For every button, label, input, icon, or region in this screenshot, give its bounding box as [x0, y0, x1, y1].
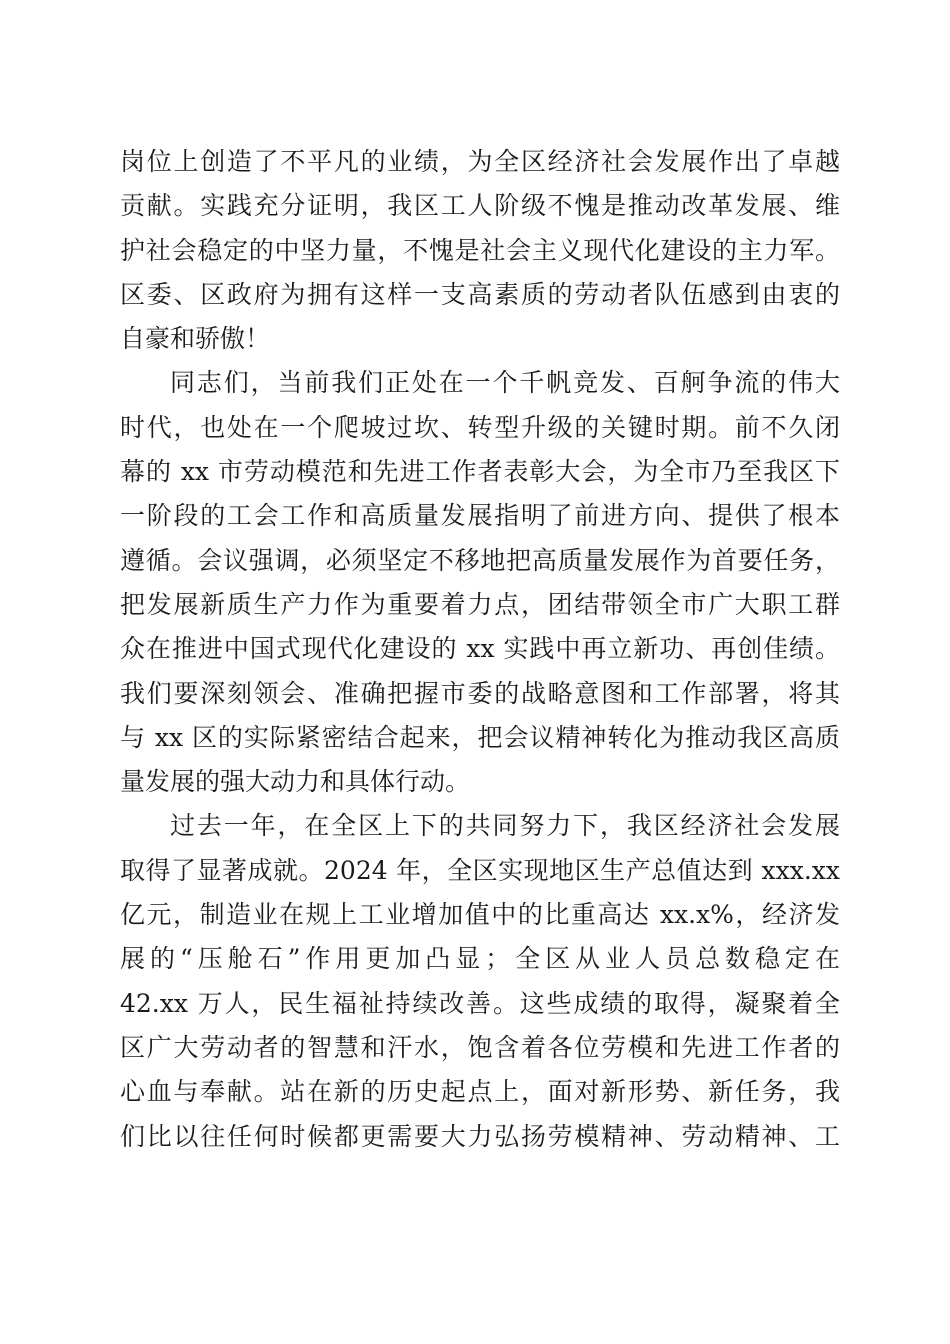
text-line: 亿元，制造业在规上工业增加值中的比重高达 xx.x%，经济发 — [120, 900, 840, 930]
text-line: 们比以往任何时候都更需要大力弘扬劳模精神、劳动精神、工 — [120, 1121, 840, 1151]
text-line: 一阶段的工会工作和高质量发展指明了前进方向、提供了根本 — [120, 501, 840, 531]
text-line: 时代，也处在一个爬坡过坎、转型升级的关键时期。前不久闭 — [120, 412, 840, 442]
text-line: 区委、区政府为拥有这样一支高素质的劳动者队伍感到由衷的 — [120, 279, 840, 309]
text-line: 42.xx 万人，民生福祉持续改善。这些成绩的取得，凝聚着全 — [120, 988, 840, 1018]
text-line: 与 xx 区的实际紧密结合起来，把会议精神转化为推动我区高质 — [120, 722, 840, 752]
text-line: 幕的 xx 市劳动模范和先进工作者表彰大会，为全市乃至我区下 — [120, 457, 840, 487]
text-line: 贡献。实践充分证明，我区工人阶级不愧是推动改革发展、维 — [120, 191, 840, 221]
text-line: 我们要深刻领会、准确把握市委的战略意图和工作部署，将其 — [120, 678, 840, 708]
text-line: 自豪和骄傲！ — [120, 324, 271, 354]
text-line: 把发展新质生产力作为重要着力点，团结带领全市广大职工群 — [120, 589, 840, 619]
text-line: 过去一年，在全区上下的共同努力下，我区经济社会发展 — [170, 811, 840, 841]
text-line: 心血与奉献。站在新的历史起点上，面对新形势、新任务，我 — [120, 1077, 840, 1107]
paragraph — [120, 140, 840, 361]
text-line: 量发展的强大动力和具体行动。 — [120, 767, 471, 797]
text-line: 区广大劳动者的智慧和汗水，饱含着各位劳模和先进工作者的 — [120, 1032, 840, 1062]
paragraph — [120, 361, 840, 804]
text-line: 护社会稳定的中坚力量，不愧是社会主义现代化建设的主力军。 — [120, 235, 840, 265]
text-line: 取得了显著成就。2024 年，全区实现地区生产总值达到 xxx.xx — [120, 855, 840, 885]
text-line: 众在推进中国式现代化建设的 xx 实践中再立新功、再创佳绩。 — [120, 634, 840, 664]
text-line: 遵循。会议强调，必须坚定不移地把高质量发展作为首要任务， — [120, 545, 840, 575]
paragraph — [120, 804, 840, 1158]
text-line: 岗位上创造了不平凡的业绩，为全区经济社会发展作出了卓越 — [120, 147, 840, 176]
text-line: 展的“压舱石”作用更加凸显；全区从业人员总数稳定在 — [120, 944, 840, 974]
body-text — [120, 140, 840, 1159]
text-line: 同志们，当前我们正处在一个千帆竞发、百舸争流的伟大 — [170, 368, 840, 398]
